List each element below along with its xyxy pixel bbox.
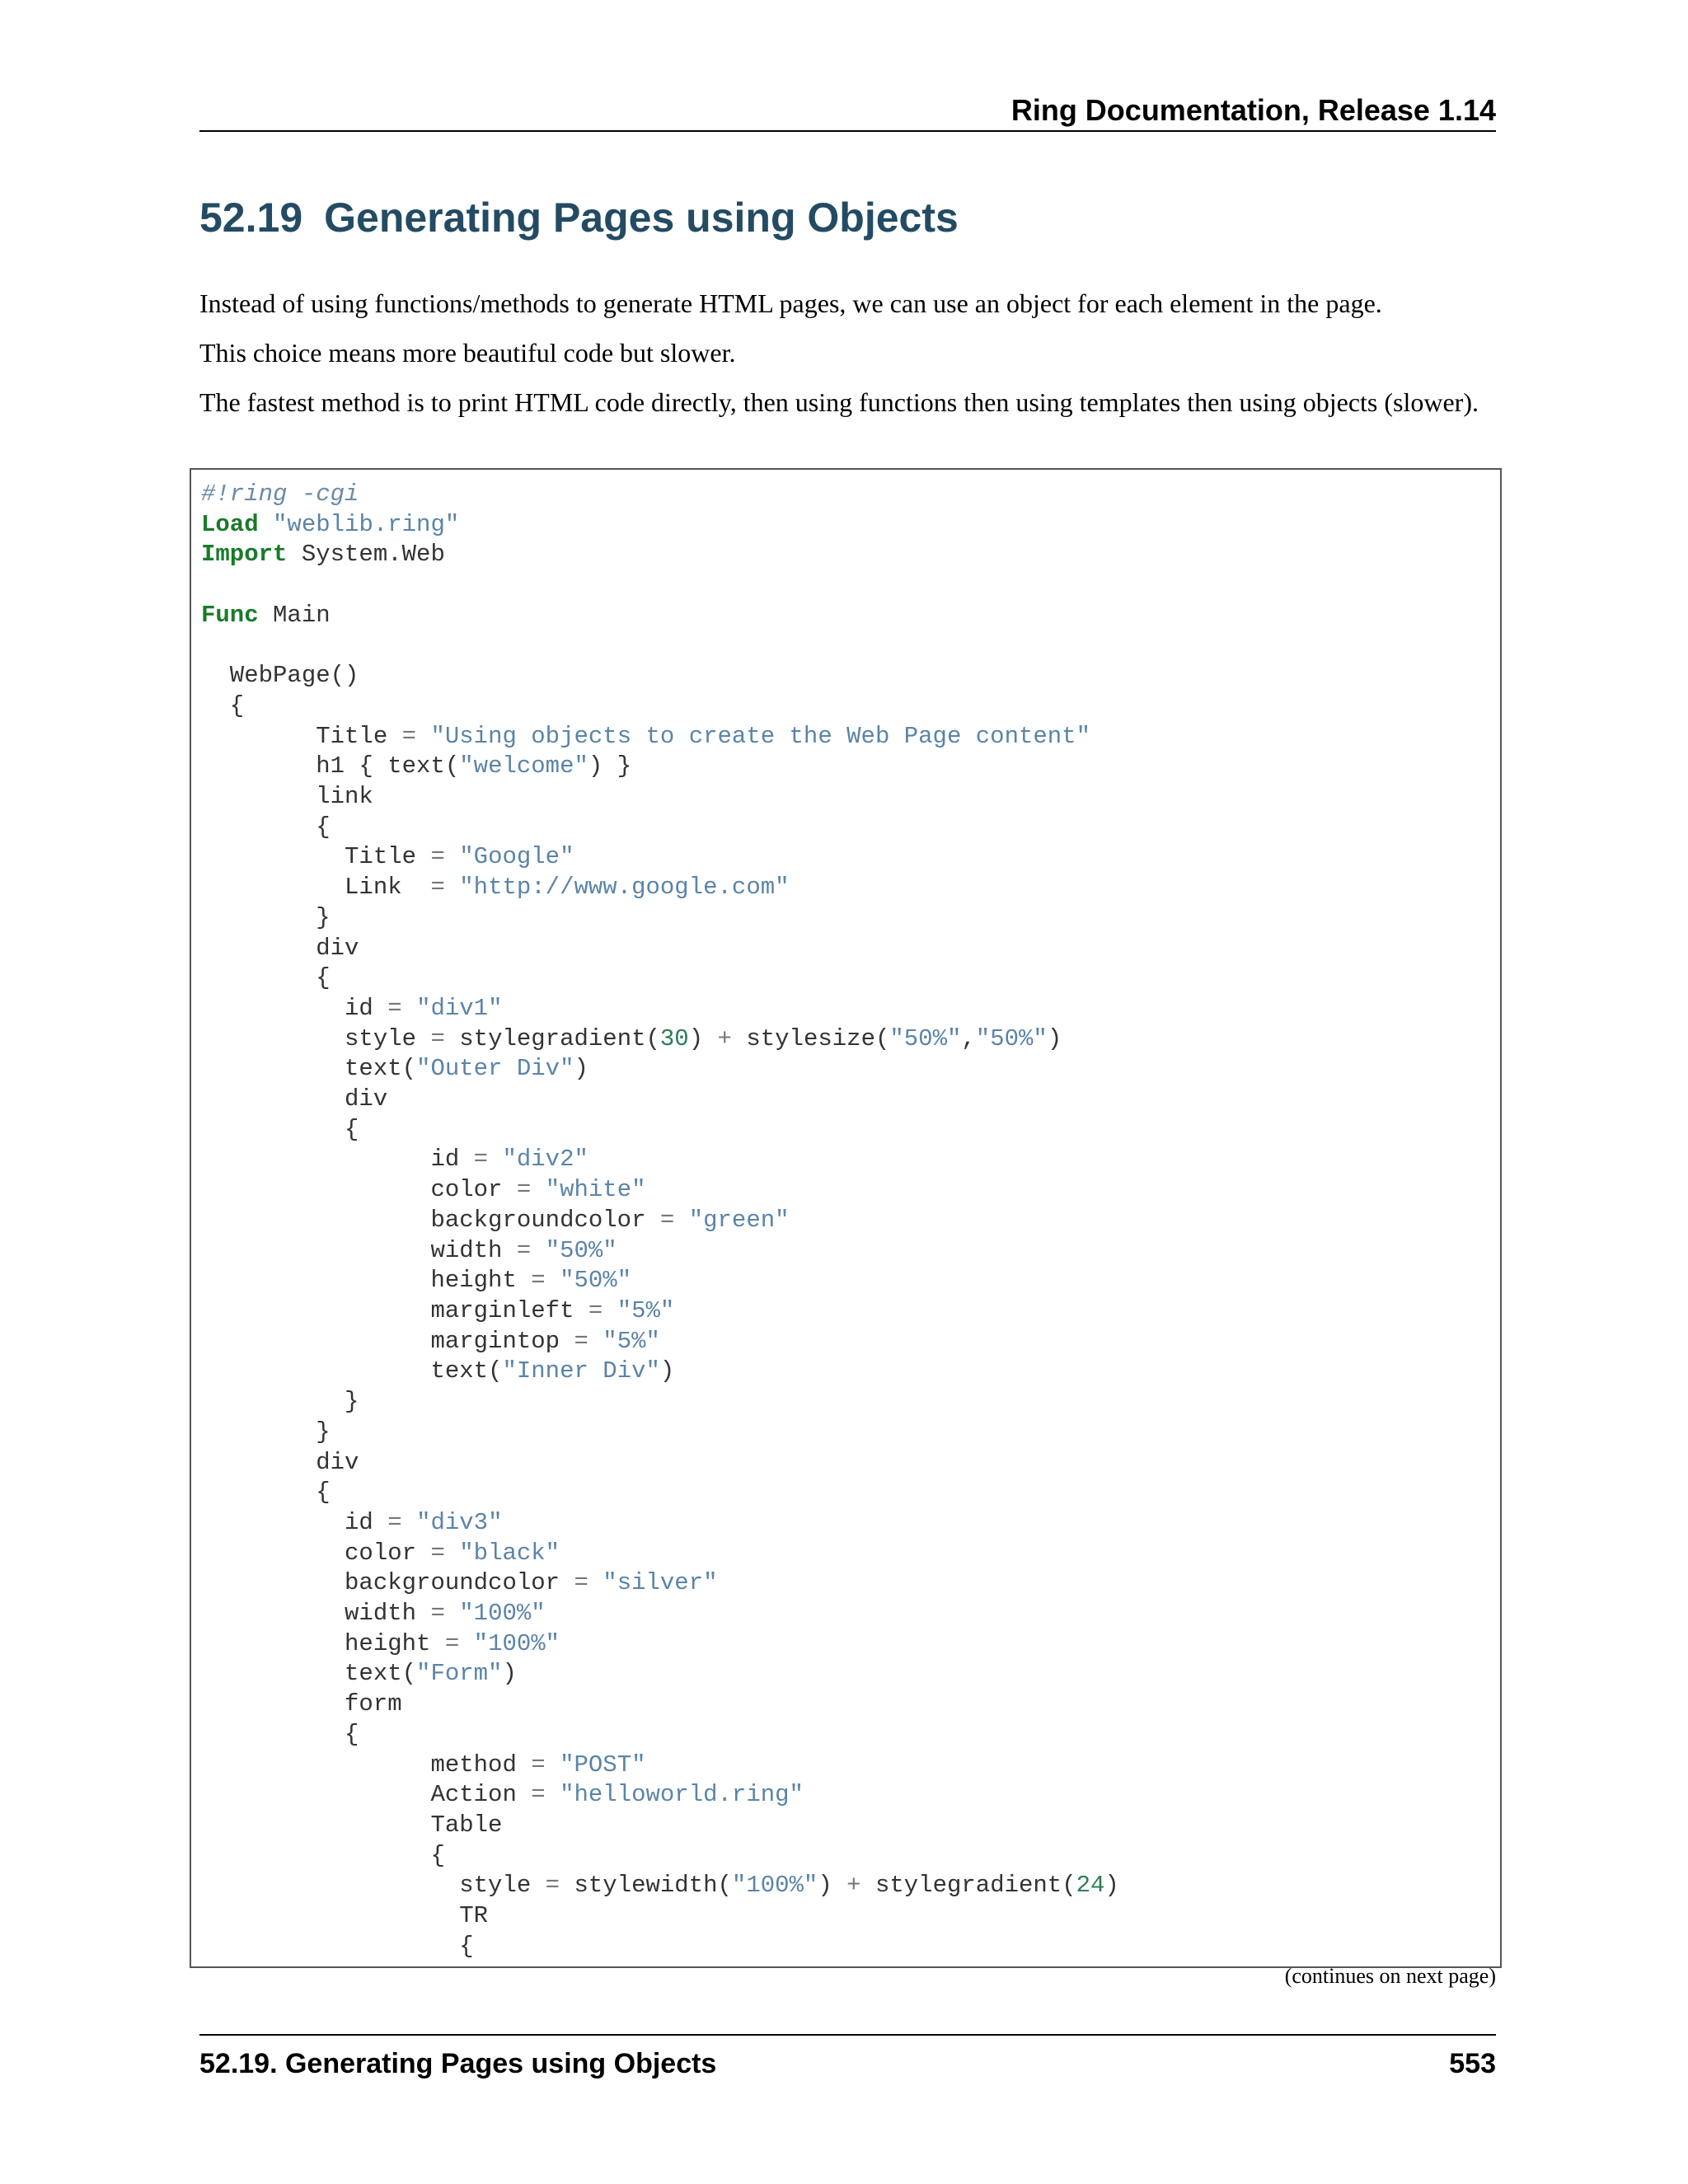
footer-section-title: 52.19. Generating Pages using Objects <box>199 2048 717 2079</box>
code-text: { <box>201 691 245 719</box>
code-line <box>201 752 631 780</box>
code-line <box>201 1811 502 1839</box>
code-operator: = <box>401 722 417 750</box>
code-line <box>201 1933 474 1960</box>
code-line <box>201 1842 445 1869</box>
code-text: marginleft <box>201 1296 588 1324</box>
code-string: "5%" <box>603 1327 660 1355</box>
code-text <box>588 1569 603 1596</box>
code-text: text( <box>201 1357 503 1385</box>
code-text: ) <box>659 1357 675 1385</box>
code-line <box>201 1479 331 1506</box>
code-text: backgroundcolor <box>201 1569 574 1597</box>
code-text: ) <box>502 1660 517 1688</box>
code-block <box>190 468 1502 1968</box>
section-heading <box>199 191 959 244</box>
code-text: stylegradient( <box>860 1872 1076 1900</box>
code-string: "50%" <box>545 1236 617 1264</box>
code-text: id <box>201 1508 388 1536</box>
code-line <box>201 964 331 991</box>
code-text: stylegradient( <box>444 1024 660 1052</box>
code-operator: = <box>574 1327 588 1355</box>
code-operator: = <box>387 1508 402 1536</box>
code-text: } <box>201 903 331 931</box>
code-operator: = <box>531 1781 546 1809</box>
code-string: "div2" <box>502 1146 588 1174</box>
code-text: ) <box>818 1872 847 1900</box>
code-text: width <box>201 1600 431 1628</box>
code-string: "div1" <box>416 994 503 1022</box>
code-operator: = <box>516 1176 532 1204</box>
code-text: Title <box>201 722 402 750</box>
code-number: 24 <box>1076 1872 1105 1900</box>
code-string: "Outer Div" <box>416 1055 574 1083</box>
header-rule <box>199 130 1496 132</box>
code-line <box>201 1207 790 1234</box>
code-text <box>445 874 459 901</box>
code-text: backgroundcolor <box>201 1206 660 1234</box>
code-text: color <box>201 1176 517 1204</box>
code-line <box>201 1085 387 1113</box>
code-text: } <box>201 1388 359 1416</box>
code-line <box>201 995 502 1022</box>
code-string: "welcome" <box>459 752 588 780</box>
code-operator: = <box>574 1569 588 1597</box>
code-line <box>201 662 359 689</box>
code-string: "100%" <box>731 1872 818 1900</box>
code-line <box>201 541 445 568</box>
code-text: stylesize( <box>731 1024 890 1052</box>
code-text: style <box>201 1872 546 1900</box>
code-operator: = <box>430 1539 445 1567</box>
code-line <box>201 1146 588 1173</box>
code-text: WebPage() <box>201 662 359 690</box>
code-line <box>201 1902 488 1929</box>
code-operator: = <box>430 1600 445 1628</box>
code-text <box>674 1207 688 1234</box>
code-text: form <box>201 1690 402 1718</box>
code-string: "Using objects to create the Web Page content" <box>430 722 1090 750</box>
code-keyword: Load <box>201 510 259 538</box>
code-line <box>201 1630 560 1657</box>
code-text: ) <box>1047 1024 1062 1052</box>
code-operator: = <box>473 1146 489 1174</box>
code-string: "helloworld.ring" <box>560 1781 804 1809</box>
code-string: "black" <box>459 1539 560 1567</box>
code-line <box>201 843 574 870</box>
code-text: ) <box>574 1055 588 1083</box>
code-operator: + <box>717 1024 732 1052</box>
code-line <box>201 1357 674 1385</box>
code-string: "50%" <box>889 1024 962 1052</box>
code-line <box>201 692 244 719</box>
code-text: { <box>201 1932 474 1960</box>
code-line <box>201 783 373 810</box>
code-line <box>201 1660 517 1687</box>
code-text <box>488 1146 502 1173</box>
code-line <box>201 1721 359 1748</box>
code-line <box>201 1237 617 1264</box>
code-operator: = <box>430 1024 445 1052</box>
code-line <box>201 1297 674 1324</box>
code-text: style <box>201 1024 431 1052</box>
code-text: height <box>201 1629 445 1657</box>
code-line <box>201 1267 631 1294</box>
code-line <box>201 1509 502 1536</box>
code-string: "POST" <box>560 1750 646 1779</box>
code-string: "100%" <box>473 1629 560 1657</box>
code-line <box>201 1328 660 1355</box>
code-string: "div3" <box>416 1508 503 1536</box>
code-operator: = <box>531 1750 546 1779</box>
code-text: ) <box>1104 1872 1119 1900</box>
code-text: { <box>201 1720 359 1748</box>
code-line <box>201 1055 588 1082</box>
code-text: Title <box>201 843 431 871</box>
code-text: div <box>201 934 359 962</box>
code-operator: = <box>430 843 445 871</box>
code-text <box>259 511 273 538</box>
code-text: , <box>961 1024 976 1052</box>
code-text: System.Web <box>287 541 445 569</box>
paragraph-tradeoff: This choice means more beautiful code but slower. <box>199 338 736 368</box>
code-text: TR <box>201 1902 489 1930</box>
code-string: "Inner Div" <box>502 1357 660 1385</box>
code-text: { <box>201 813 331 841</box>
code-text: height <box>201 1267 532 1295</box>
code-text: link <box>201 783 373 811</box>
code-string: "50%" <box>975 1024 1048 1052</box>
code-operator: = <box>659 1206 675 1234</box>
code-string: "50%" <box>560 1267 632 1295</box>
code-string: "weblib.ring" <box>273 510 460 538</box>
code-string: "white" <box>545 1176 646 1204</box>
code-operator: = <box>588 1296 603 1324</box>
paragraph-fastest: The fastest method is to print HTML code directly, then using functions then using templates then using objects (slower). <box>199 387 1479 417</box>
code-text <box>546 1781 560 1808</box>
code-text: Link <box>201 874 431 902</box>
continues-note: (continues on next page) <box>1284 1964 1496 1988</box>
code-line <box>201 1569 718 1596</box>
code-line <box>201 1781 804 1808</box>
code-line <box>201 1449 359 1476</box>
code-operator: = <box>531 1267 546 1295</box>
section-title: Generating Pages using Objects <box>324 194 959 241</box>
paragraph-intro: Instead of using functions/methods to generate HTML pages, we can use an object for each element in the page. <box>199 288 1382 318</box>
code-text: color <box>201 1539 431 1567</box>
code-text <box>445 1540 459 1567</box>
code-operator: = <box>545 1872 560 1900</box>
code-text: } <box>201 1418 331 1446</box>
code-string: "100%" <box>459 1600 546 1628</box>
code-string: "Form" <box>416 1660 503 1688</box>
code-keyword: Func <box>201 601 259 629</box>
code-text <box>459 1630 473 1657</box>
code-line <box>201 1388 359 1415</box>
code-text: Action <box>201 1781 532 1809</box>
code-line <box>201 1600 546 1627</box>
code-text: div <box>201 1085 388 1113</box>
code-text: { <box>201 1115 359 1143</box>
code-text: margintop <box>201 1327 574 1355</box>
code-text: h1 { text( <box>201 752 460 780</box>
footer-rule <box>199 2034 1496 2036</box>
code-text <box>603 1297 617 1324</box>
code-text: id <box>201 1146 474 1174</box>
code-line <box>201 602 331 629</box>
code-text: method <box>201 1750 532 1779</box>
code-text: width <box>201 1236 517 1264</box>
code-operator: = <box>430 874 445 902</box>
code-listing <box>191 470 1500 1961</box>
code-text: text( <box>201 1055 417 1083</box>
code-line <box>201 480 359 508</box>
code-string: "5%" <box>617 1296 675 1324</box>
code-text: ) <box>688 1024 718 1052</box>
code-text <box>588 1328 603 1355</box>
code-text: text( <box>201 1660 417 1688</box>
code-text <box>546 1267 560 1294</box>
code-text <box>416 723 430 750</box>
code-line <box>201 1418 331 1446</box>
code-text: div <box>201 1448 359 1476</box>
code-string: "silver" <box>603 1569 718 1597</box>
code-line <box>201 874 790 901</box>
code-text <box>445 843 459 870</box>
code-line <box>201 1025 1062 1052</box>
code-line <box>201 723 1090 750</box>
code-text: { <box>201 1479 331 1507</box>
code-text: ) } <box>588 752 632 780</box>
code-line <box>201 1690 402 1718</box>
code-text: Main <box>258 601 331 629</box>
code-operator: + <box>846 1872 861 1900</box>
code-text <box>402 995 416 1022</box>
code-line <box>201 511 459 538</box>
code-line <box>201 1176 646 1203</box>
code-text <box>546 1751 560 1779</box>
code-string: "Google" <box>459 843 574 871</box>
code-line <box>201 813 331 841</box>
code-text: stylewidth( <box>560 1872 732 1900</box>
code-operator: = <box>516 1236 532 1264</box>
code-text <box>531 1176 545 1203</box>
code-line <box>201 1872 1119 1899</box>
code-line <box>201 1116 359 1143</box>
code-line <box>201 935 359 962</box>
code-text: id <box>201 994 388 1022</box>
code-text <box>445 1600 459 1627</box>
section-number: 52.19 <box>199 194 303 241</box>
code-operator: = <box>387 994 402 1022</box>
code-string: "http://www.google.com" <box>459 874 790 902</box>
code-text <box>402 1509 416 1536</box>
code-text: { <box>201 1841 445 1869</box>
code-line <box>201 1751 646 1779</box>
code-line <box>201 1540 560 1567</box>
code-operator: = <box>444 1629 460 1657</box>
code-string: "green" <box>688 1206 790 1234</box>
code-comment: #!ring -cgi <box>201 480 359 508</box>
code-number: 30 <box>659 1024 689 1052</box>
code-keyword: Import <box>201 541 288 569</box>
code-line <box>201 904 331 931</box>
code-text <box>531 1237 545 1264</box>
footer-page-number: 553 <box>1449 2048 1496 2079</box>
code-text: { <box>201 964 331 992</box>
code-text: Table <box>201 1811 503 1839</box>
running-header: Ring Documentation, Release 1.14 <box>1010 93 1496 127</box>
